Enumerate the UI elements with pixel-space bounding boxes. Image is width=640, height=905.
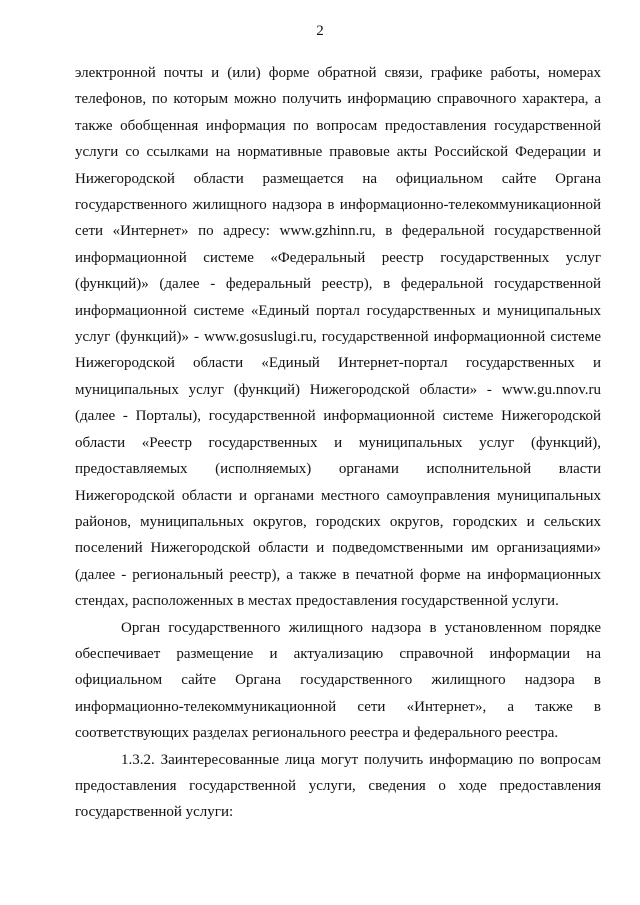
text-line: районов, муниципальных округов, городских округов, городских и сельских: [75, 513, 601, 530]
text-line: информационно-телекоммуникационной сети «Интернет», а также в: [75, 698, 601, 715]
text-line: услуги со ссылками на нормативные правовые акты Российской Федерации и: [75, 144, 601, 161]
text-line: сети «Интернет» по адресу: www.gzhinn.ru, в федеральной государственной: [75, 223, 601, 240]
text-line: (далее - Порталы), государственной информационной системе Нижегородской: [75, 408, 601, 425]
text-line: поселений Нижегородской области и подведомственными им организациями»: [75, 540, 601, 557]
text-line: предоставляемых (исполняемых) органами исполнительной власти: [75, 461, 601, 478]
text-line: Нижегородской области и органами местного самоуправления муниципальных: [75, 487, 601, 504]
text-line: 1.3.2. Заинтересованные лица могут получить информацию по вопросам: [121, 751, 601, 768]
text-line: Нижегородской области «Единый Интернет-портал государственных и: [75, 355, 601, 372]
text-line: информационной системе «Единый портал государственных и муниципальных: [75, 302, 601, 319]
text-line: предоставления государственной услуги, сведения о ходе предоставления: [75, 777, 601, 794]
text-line: официальном сайте Органа государственного жилищного надзора в: [75, 672, 601, 689]
text-line: информационной системе «Федеральный реестр государственных услуг: [75, 249, 601, 266]
text-line: услуг (функций)» - www.gosuslugi.ru, государственной информационной системе: [75, 329, 601, 346]
text-line: (далее - региональный реестр), а также в печатной форме на информационных: [75, 566, 601, 583]
text-line: (функций)» (далее - федеральный реестр), в федеральной государственной: [75, 276, 601, 293]
paragraph-3: [75, 747, 601, 826]
text-line: государственного жилищного надзора в информационно-телекоммуникационной: [75, 197, 601, 214]
document-body: [75, 60, 601, 826]
text-line: стендах, расположенных в местах предоставления государственной услуги.: [75, 593, 559, 610]
text-line: обеспечивает размещение и актуализацию справочной информации на: [75, 645, 601, 662]
page-number: 2: [316, 23, 324, 39]
text-line: муниципальных услуг (функций) Нижегородской области» - www.gu.nnov.ru: [75, 381, 601, 398]
text-line: Орган государственного жилищного надзора в установленном порядке: [121, 619, 601, 636]
text-line: также обобщенная информация по вопросам предоставления государственной: [75, 117, 601, 134]
text-line: Нижегородской области размещается на официальном сайте Органа: [75, 170, 601, 187]
text-line: области «Реестр государственных и муниципальных услуг (функций),: [75, 434, 601, 451]
text-line: электронной почты и (или) форме обратной связи, графике работы, номерах: [75, 65, 601, 81]
text-line: государственной услуги:: [75, 804, 234, 821]
paragraph-1: [75, 60, 601, 615]
paragraph-2: [75, 615, 601, 747]
text-line: соответствующих разделах регионального реестра и федерального реестра.: [75, 725, 559, 742]
text-line: телефонов, по которым можно получить информацию справочного характера, а: [75, 91, 601, 108]
